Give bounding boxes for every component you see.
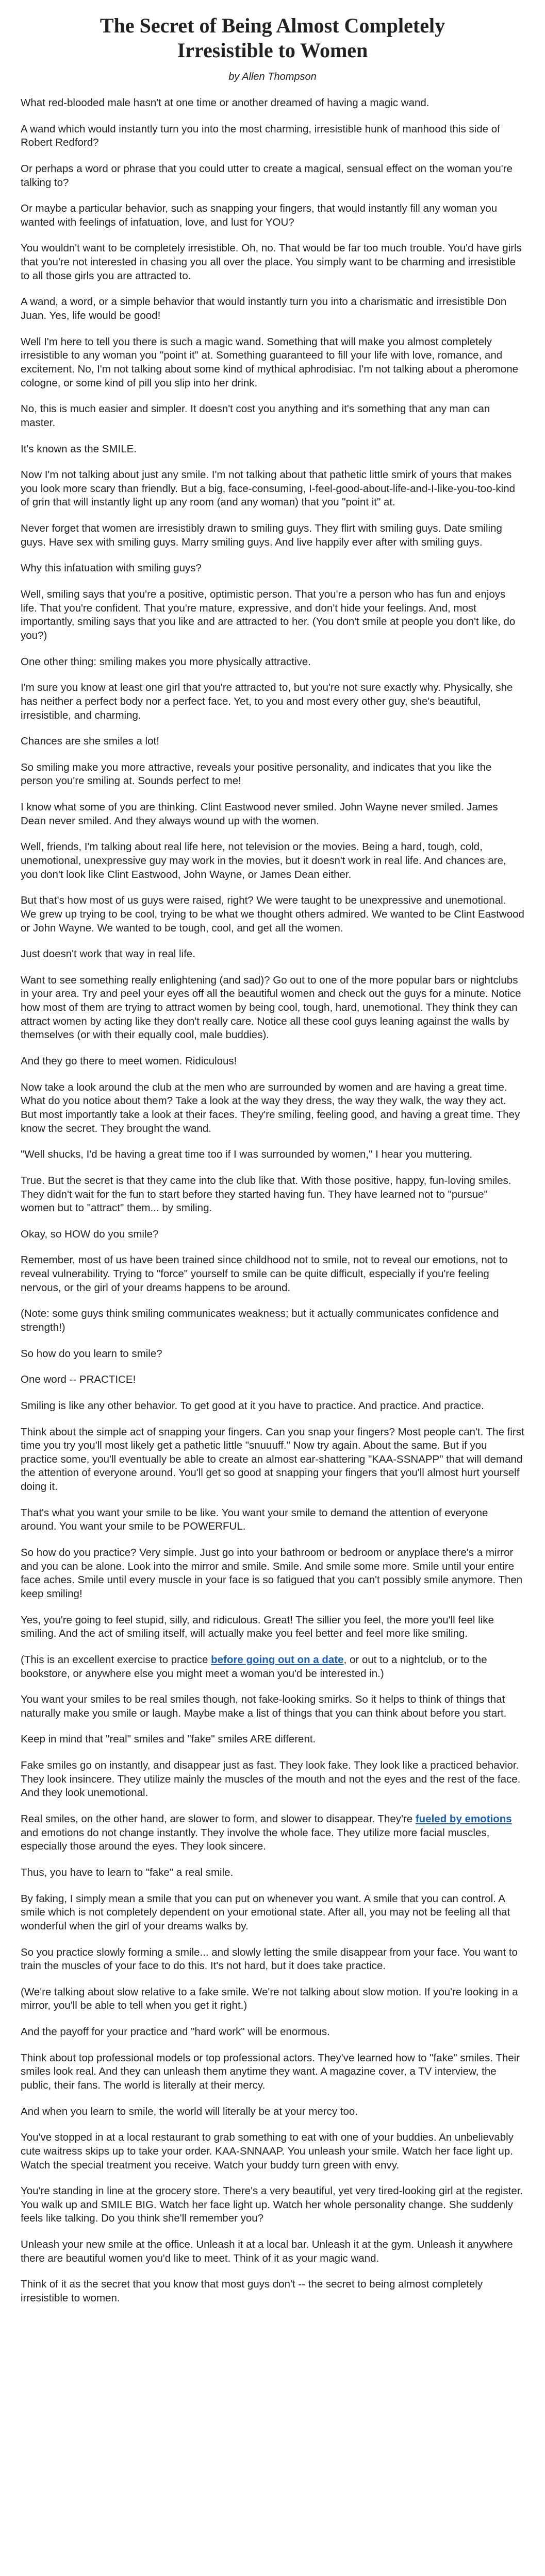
- paragraph-text: Real smiles, on the other hand, are slower to form, and slower to disappear. They're: [21, 1813, 416, 1825]
- article-paragraph: [21, 2131, 524, 2172]
- paragraph-text: So how do you learn to smile?: [21, 1347, 162, 1360]
- inline-link[interactable]: fueled by emotions: [415, 1813, 512, 1825]
- article-paragraph: [21, 1866, 524, 1880]
- article-paragraph: [21, 1614, 524, 1641]
- paragraph-text: (We're talking about slow relative to a fake smile. We're not talking about slow motion. If you're looking in a mirror, you'll be able to tell when you get it right.): [21, 1986, 518, 2012]
- article-paragraph: [21, 2238, 524, 2265]
- paragraph-text: You've stopped in at a local restaurant to grab something to eat with one of your buddies. An unbelievably cute waitress skips up to take your order. KAA-SNNAAP. You unleash your smile. Watch her face light up. Watch the special treatment you receive. Watch your buddy turn green with envy.: [21, 2131, 514, 2171]
- paragraph-text: Think about top professional models or top professional actors. They've learned how to "fake" smiles. Their smiles look real. And they can unleash them anytime they want. A magazine cover, a TV interview, the public, their fans. The world is literally at their mercy.: [21, 2052, 520, 2091]
- article-paragraph: [21, 1506, 524, 1534]
- paragraph-text: What red-blooded male hasn't at one time or another dreamed of having a magic wand.: [21, 97, 430, 109]
- article-paragraph: [21, 840, 524, 882]
- article-title: The Secret of Being Almost Completely Irresistible to Women: [100, 14, 445, 62]
- article-paragraph: [21, 1693, 524, 1720]
- paragraph-text: Just doesn't work that way in real life.: [21, 948, 195, 960]
- article-paragraph: [21, 1253, 524, 1295]
- article-paragraph: [21, 1812, 524, 1854]
- article-paragraph: [21, 2278, 524, 2305]
- article-paragraph: [21, 1307, 524, 1334]
- paragraph-text: One word -- PRACTICE!: [21, 1374, 136, 1386]
- article: [10, 0, 535, 2576]
- paragraph-text: But that's how most of us guys were raised, right? We were taught to be unexpressive and unemotional. We grew up trying to be cool, trying to be what we thought others admired. We wanted to be Clint Eastwood or John Wayne. We wanted to be tough, cool, and get all the women.: [21, 894, 524, 934]
- article-paragraph: [21, 1653, 524, 1681]
- article-paragraph: [21, 801, 524, 828]
- paragraph-text: Chances are she smiles a lot!: [21, 735, 159, 748]
- paragraph-text: So smiling make you more attractive, reveals your positive personality, and indicates that you like the person you're smiling at. Sounds perfect to me!: [21, 761, 492, 787]
- paragraph-text: Why this infatuation with smiling guys?: [21, 562, 202, 574]
- article-paragraph: [21, 588, 524, 643]
- article-paragraph: [21, 1946, 524, 1973]
- article-paragraph: [21, 1986, 524, 2013]
- paragraph-text: One other thing: smiling makes you more physically attractive.: [21, 655, 311, 668]
- paragraph-text: Thus, you have to learn to "fake" a real smile.: [21, 1866, 234, 1878]
- article-paragraph: [21, 242, 524, 283]
- article-paragraph: [21, 443, 524, 456]
- article-paragraph: [21, 162, 524, 190]
- article-paragraph: [21, 1174, 524, 1215]
- paragraph-text: You want your smiles to be real smiles though, not fake-looking smirks. So it helps to think of things that naturally make you smile or laugh. Maybe make a list of things that you can think about before you start.: [21, 1693, 507, 1719]
- paragraph-text: And when you learn to smile, the world will literally be at your mercy too.: [21, 2105, 358, 2117]
- article-paragraph: [21, 1148, 524, 1162]
- article-paragraph: [21, 2025, 524, 2039]
- paragraph-text: By faking, I simply mean a smile that you can put on whenever you want. A smile that you can control. A smile which is not completely dependent on your emotional state. After all, you may not be feeling all that wonderful when the girl of your dreams walks by.: [21, 1892, 510, 1932]
- article-paragraph: [21, 1081, 524, 1136]
- article-paragraph: [21, 522, 524, 549]
- article-paragraph: [21, 1347, 524, 1361]
- paragraph-text: Well, smiling says that you're a positive, optimistic person. That you're a person who has fun and enjoys life. That you're confident. That you're mature, expressive, and don't hide your feelings. And, most importantly, smiling says that you like and are attracted to her. (You don't smile at people you don't like, do you?): [21, 588, 516, 641]
- paragraph-text: So how do you practice? Very simple. Just go into your bathroom or bedroom or anyplace there's a mirror and you can be alone. Look into the mirror and smile. Smile. And smile some more. Smile until your entire face aches. Smile until every muscle in your face is so fatigued that you can't possibly smile anymore. Then keep smiling!: [21, 1547, 523, 1600]
- paragraph-text: True. But the secret is that they came into the club like that. With those positive, happy, fun-loving smiles. They didn't wait for the fun to start before they started having fun. They have learned not to "pursue" women but to "attract" them... by smiling.: [21, 1174, 511, 1214]
- article-paragraph: [21, 1228, 524, 1242]
- article-paragraph: [21, 894, 524, 935]
- article-paragraph: [21, 2052, 524, 2093]
- paragraph-text: A wand, a word, or a simple behavior that would instantly turn you into a charismatic and irresistible Don Juan. Yes, life would be good!: [21, 296, 507, 322]
- paragraph-text: Well I'm here to tell you there is such a magic wand. Something that will make you almost completely irresistible to any woman you "point it" at. Something guaranteed to fill your life with love, romance, and excitement. No, I'm not talking about some kind of mythical aphrodisiac. I'm not talking about a pheromone cologne, or some kind of pill you slip into her drink.: [21, 335, 519, 389]
- article-paragraph: [21, 974, 524, 1042]
- paragraph-text: Remember, most of us have been trained since childhood not to smile, not to reveal our emotions, not to reveal vulnerability. Trying to "force" yourself to smile can be quite difficult, especially if you're feeling nervous, or the girl of your dreams happens to be around.: [21, 1254, 508, 1294]
- article-byline: by Allen Thompson: [228, 71, 317, 82]
- paragraph-text: Fake smiles go on instantly, and disappear just as fast. They look fake. They look like a practiced behavior. They look insincere. They utilize mainly the muscles of the mouth and not the eyes and the rest of the face. And they look unemotional.: [21, 1759, 521, 1799]
- paragraph-text: Unleash your new smile at the office. Unleash it at a local bar. Unleash it at the gym. Unleash it anywhere there are beautiful women you'd like to meet. Think of it as your magic wand.: [21, 2239, 513, 2264]
- article-paragraph: [21, 295, 524, 323]
- paragraph-text: Want to see something really enlightening (and sad)? Go out to one of the more popular bars or nightclubs in your area. Try and peel your eyes off all the beautiful women and check out the guys for a minute. Notice how most of them are trying to attract women by being cool, tough, hard, unemotional. They think they can attract women by acting like they don't really care. Notice all these cool guys leaning against the walls by themselves (or with their equally cool, male buddies).: [21, 974, 521, 1041]
- paragraph-text: And they go there to meet women. Ridiculous!: [21, 1055, 237, 1067]
- article-paragraph: [21, 655, 524, 669]
- paragraph-text: Think about the simple act of snapping your fingers. Can you snap your fingers? Most people can't. The first time you try you'll most likely get a pathetic little "snuuuff." Now try again. About the same. But if you practice some, you'll eventually be able to create an almost ear-shattering "KAA-SSNAPP" that will demand the attention of everyone around. You'll get so good at snapping your fingers that you'll almost hurt yourself doing it.: [21, 1426, 524, 1493]
- paragraph-text: Keep in mind that "real" smiles and "fake" smiles ARE different.: [21, 1733, 316, 1745]
- article-paragraph: [21, 681, 524, 722]
- article-paragraph: [21, 562, 524, 575]
- paragraph-text: Well, friends, I'm talking about real life here, not television or the movies. Being a hard, tough, cold, unemotional, unexpressive guy may work in the movies, but it doesn't work in real life. And chances are, you don't look like Clint Eastwood, John Wayne, or James Dean either.: [21, 841, 506, 880]
- article-paragraph: [21, 1892, 524, 1934]
- paragraph-text: Yes, you're going to feel stupid, silly, and ridiculous. Great! The sillier you feel, the more you'll feel like smiling. And the act of smiling itself, will actually make you feel better and feel more like smiling.: [21, 1614, 494, 1640]
- paragraph-text: Okay, so HOW do you smile?: [21, 1228, 159, 1240]
- article-paragraph: [21, 123, 524, 150]
- paragraph-text: (This is an excellent exercise to practice: [21, 1653, 211, 1666]
- paragraph-text: And the payoff for your practice and "hard work" will be enormous.: [21, 2026, 330, 2038]
- paragraph-text: So you practice slowly forming a smile... and slowly letting the smile disappear from your face. You want to train the muscles of your face to do this. It's not hard, but it does take practice.: [21, 1946, 518, 1972]
- paragraph-text: Or maybe a particular behavior, such as snapping your fingers, that would instantly fill any woman you wanted with feelings of infatuation, love, and lust for YOU?: [21, 202, 498, 228]
- paragraph-text: A wand which would instantly turn you into the most charming, irresistible hunk of manhood this side of Robert Redford?: [21, 123, 500, 149]
- article-paragraph: [21, 1759, 524, 1800]
- paragraph-text: Now take a look around the club at the men who are surrounded by women and are having a great time. What do you notice about them? Take a look at the way they dress, the way they walk, the way they act. But most importantly take a look at their faces. They're smiling, feeling good, and having a great time. They know the secret. They brought the wand.: [21, 1081, 520, 1134]
- article-paragraph: [21, 2105, 524, 2119]
- paragraph-text: "Well shucks, I'd be having a great time too if I was surrounded by women," I hear you muttering.: [21, 1148, 473, 1161]
- paragraph-text: Never forget that women are irresistibly drawn to smiling guys. They flirt with smiling guys. Date smiling guys. Have sex with smiling guys. Marry smiling guys. And live happily ever after with smiling guys.: [21, 522, 502, 548]
- paragraph-text: Think of it as the secret that you know that most guys don't -- the secret to being almost completely irresistible to women.: [21, 2278, 483, 2304]
- paragraph-text: You're standing in line at the grocery store. There's a very beautiful, yet very tired-looking girl at the register. You walk up and SMILE BIG. Watch her face light up. Watch her whole personality change. She suddenly feels like talking. Do you think she'll remember you?: [21, 2185, 523, 2225]
- article-body: [21, 96, 524, 2306]
- article-paragraph: [21, 1426, 524, 1494]
- paragraph-text: and emotions do not change instantly. They involve the whole face. They utilize more facial muscles, especially those around the eyes. They look sincere.: [21, 1826, 490, 1853]
- article-paragraph: [21, 1055, 524, 1069]
- paragraph-text: (Note: some guys think smiling communicates weakness; but it actually communicates confidence and strength!): [21, 1308, 499, 1333]
- inline-link[interactable]: before going out on a date: [211, 1653, 344, 1666]
- paragraph-text: That's what you want your smile to be like. You want your smile to demand the attention of everyone around. You want your smile to be POWERFUL.: [21, 1506, 488, 1533]
- paragraph-text: Or perhaps a word or phrase that you could utter to create a magical, sensual effect on the woman you're talking to?: [21, 162, 513, 189]
- article-paragraph: [21, 1373, 524, 1387]
- article-paragraph: [21, 2184, 524, 2226]
- paragraph-text: You wouldn't want to be completely irresistible. Oh, no. That would be far too much trouble. You'd have girls that you're not interested in chasing you all over the place. You simply want to be charming and irresistible to all those girls you are attracted to.: [21, 242, 522, 282]
- article-paragraph: [21, 96, 524, 110]
- article-paragraph: [21, 468, 524, 510]
- article-paragraph: [21, 761, 524, 788]
- article-paragraph: [21, 735, 524, 749]
- article-paragraph: [21, 335, 524, 391]
- article-paragraph: [21, 947, 524, 961]
- article-paragraph: [21, 202, 524, 229]
- paragraph-text: , or out to a nightclub, or to the bookstore, or anywhere else you might meet a woman you'd be interested in.): [21, 1653, 487, 1680]
- paragraph-text: No, this is much easier and simpler. It doesn't cost you anything and it's something that any man can master.: [21, 403, 490, 429]
- paragraph-text: Smiling is like any other behavior. To get good at it you have to practice. And practice. And practice.: [21, 1399, 484, 1412]
- paragraph-text: I'm sure you know at least one girl that you're attracted to, but you're not sure exactly why. Physically, she has neither a perfect body nor a perfect face. Yet, to you and most every other guy, she's beautiful, irresistible, and charming.: [21, 682, 513, 721]
- article-paragraph: [21, 1733, 524, 1747]
- article-paragraph: [21, 1546, 524, 1601]
- article-paragraph: [21, 1399, 524, 1413]
- paragraph-text: Now I'm not talking about just any smile. I'm not talking about that pathetic little smirk of yours that makes you look more scary than friendly. But a big, face-consuming, I-feel-good-about-life-and-I-like-you-too-kind of grin that will instantly light up any room (and any woman) that you "point it" at.: [21, 469, 516, 509]
- article-paragraph: [21, 402, 524, 430]
- paragraph-text: I know what some of you are thinking. Clint Eastwood never smiled. John Wayne never smiled. James Dean never smiled. And they always wound up with the women.: [21, 801, 498, 827]
- paragraph-text: It's known as the SMILE.: [21, 443, 137, 455]
